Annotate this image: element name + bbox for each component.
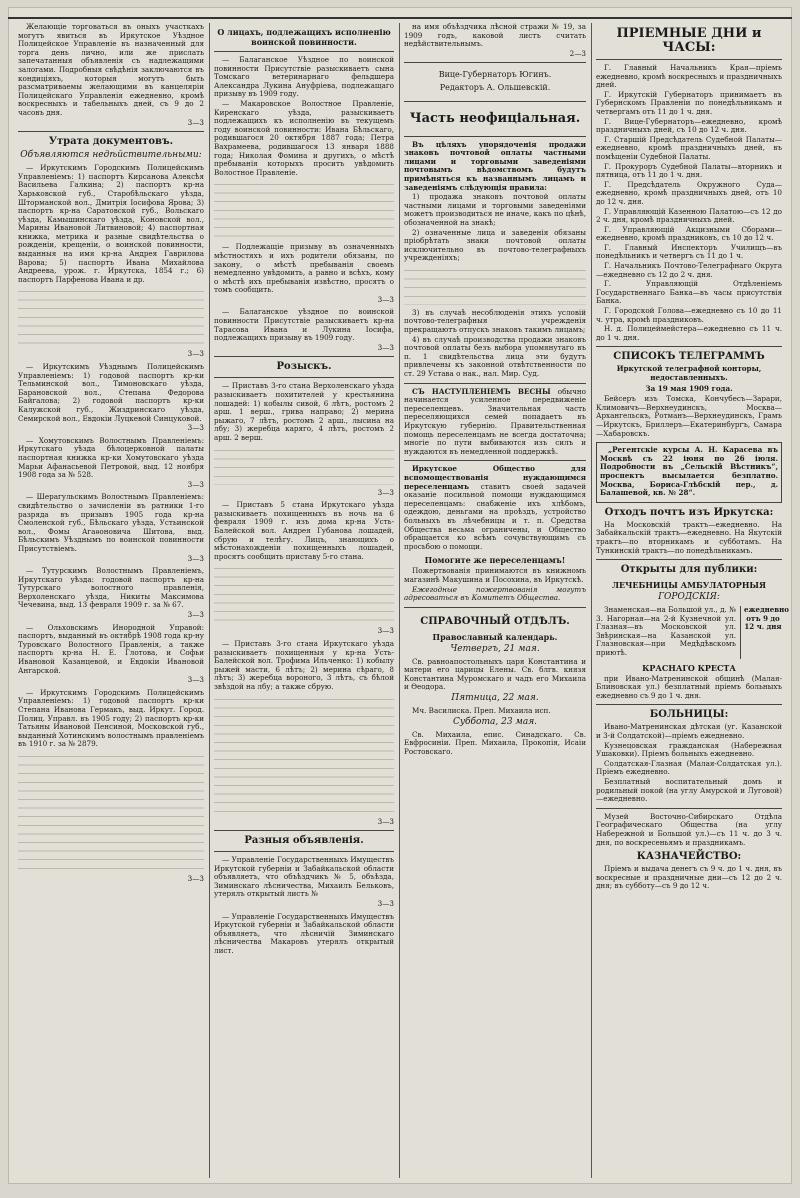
- hospital-entry: Безплатный воспитательный домъ и родильный покой (на углу Амурской и Луговой)—ежедневно.: [596, 777, 782, 804]
- hospital-entry: Солдатская-Глазная (Малая-Солдатская ул.). Пріемъ ежедневно.: [596, 758, 782, 777]
- lost-item: — Ольховскимъ Инородной Управой: паспортъ, выданный въ октябрѣ 1908 года кр-ну Туровскаго Волостного Правленія, а также паспортъ кр-на Н. Е. Глотова, и Софьи Ивановой Казанцевой, и Евдокіи Ивановой Ангарской.: [18, 622, 204, 675]
- notice-mark: 3—3: [377, 899, 394, 909]
- reception-entry: Н. д. Полицеймейстера—ежедневно съ 11 ч. до 1 ч. дня.: [596, 324, 782, 342]
- column-separator: [209, 23, 210, 1178]
- section-heading-telegrams: СПИСОКЪ ТЕЛЕГРАММЪ: [613, 351, 765, 363]
- announcement: — Управленіе Государственныхъ Имуществъ Иркутской губерніи и Забайкальской области объявляетъ, что лѣсничій Зиминскаго лѣсничества Макаровъ утерялъ открытый лист.: [214, 911, 394, 956]
- courses-ad: [596, 442, 782, 503]
- search-notice: — Приставъ 3-го стана Иркутскаго уѣзда разыскиваетъ похищенныя у кр-на Усть-Балейской вол. Трофима Ильченко: 1) кобылу рыжей масти, 6 лѣтъ; 2) мерина сѣраго, 8 лѣтъ; 3) жеребца вороного, 3 лѣтъ, съ бѣлой звѣздой на лбу; а также сбрую.: [214, 638, 394, 691]
- divider: [214, 377, 394, 378]
- telegrams-date: За 19 мая 1909 года.: [645, 383, 733, 393]
- divider: [18, 131, 204, 132]
- lost-item: — Хомутовскимъ Волостнымъ Правленіемъ: Иркутскаго уѣзда бѣлоцерковной палаты паспортная книжка кр-ки Хомутовскаго уѣзда Марьи Афанасьевой Петровой, выд. 12 ноября 1908 года за № 528.: [18, 435, 204, 480]
- calendar-entry: Мч. Василиска. Преп. Михаила исп.: [412, 706, 551, 716]
- spring-heading: СЪ НАСТУПЛЕНІЕМЪ ВЕСНЫ: [412, 386, 551, 396]
- divider: [596, 808, 782, 809]
- notice-mark: 3—3: [377, 487, 394, 497]
- column-1: [18, 23, 204, 1178]
- stamp-rule: 1) продажа знаковъ почтовой оплаты частными лицами и торговыми заведеніями можетъ производиться не иначе, какъ по цѣнѣ, обозначенной на знакѣ;: [404, 192, 586, 227]
- divider: [596, 59, 782, 60]
- help-heading: Помогите же переселенцамъ!: [424, 555, 566, 566]
- red-cross-text: при Ивано-Матренинской общинѣ (Малая-Блиновская ул.) безплатный пріемъ больныхъ ежедневно съ 9 до 1 ч. дня.: [596, 673, 782, 700]
- notice-mark: 3—3: [187, 610, 204, 620]
- clinics-block: [596, 605, 789, 659]
- clinics-heading: ЛЕЧЕБНИЦЫ АМБУЛАТОРНЫЯ: [611, 580, 767, 591]
- auction-notice: Желающіе торговаться въ оныхъ участкахъ могутъ явиться въ Иркутское Уѣздное Полицейское Управленіе въ назначенный для торга день лично, или же прислать запечатанныя объявленія съ надлежащими залогами. Подробныя свѣдѣнія заключаются въ кондиціяхъ, которыя могутъ быть разсматриваемы желающими въ канцеляріи Полицейскаго Управленія ежедневно, кромѣ воскресныхъ и табельныхъ дней, съ 9 до 2 часовъ дня.: [18, 22, 204, 117]
- reception-entry: Г. Предсѣдатель Окружного Суда—ежедневно, кромѣ праздничныхъ дней, отъ 10 до 12 ч. дня.: [596, 179, 782, 206]
- clinics-list: Знаменская—на Большой ул., д. № 3. Нагорная—на 2-й Кузнечной ул. Глазная—въ Московской ул. Звѣринская—на Казанской ул. Глазновская—при Медѣдѣвскомъ приютѣ.: [596, 605, 736, 658]
- telegrams-subtitle: Иркутской телеграфной конторы, недоставленныхъ.: [616, 364, 762, 382]
- section-heading-reference: СПРАВОЧНЫЙ ОТДѢЛЪ.: [420, 615, 570, 627]
- divider: [404, 460, 586, 461]
- society-heading: Иркутское Общество для вспомоществованія нуждающимся переселенцамъ: [404, 464, 586, 491]
- divider: [596, 559, 782, 560]
- column-separator: [399, 23, 400, 1178]
- reception-entry: Г. Главный Начальникъ Края—пріемъ ежедневно, кромѣ воскресныхъ и праздничныхъ дней.: [596, 63, 782, 90]
- notice-mark: 3—3: [187, 479, 204, 489]
- calendar-day: Суббота, 23 мая.: [452, 716, 538, 727]
- telegrams-list: Бейсеръ изъ Томска, Кончубесъ—Зарари, Климовичъ—Верхнеудинскъ, Москва—Архангельскъ, Ротманъ—Верхнеудинскъ, Грамъ—Иркутскъ, Бриллеръ—Екатеринбургъ, Самара—Хабаровскъ.: [596, 394, 782, 438]
- column-4: [596, 23, 789, 1178]
- notice-mark: 3—3: [187, 117, 204, 127]
- stamp-sale-rules-title: Въ цѣляхъ упорядоченія продажи знаковъ почтовой оплаты частными лицами и торговыми заведеніями почтовымъ вѣдомствомъ будутъ примѣняться къ названнымъ лицамъ и заведеніямъ слѣдующія правила:: [404, 139, 586, 192]
- notice-mark: 3—3: [187, 873, 204, 883]
- column-3: [404, 23, 586, 1178]
- search-notice: — Приставъ 5 стана Иркутскаго уѣзда разыскиваетъ похищенныхъ въ ночь на 6 февраля 1909 г. изъ дома кр-на Усть-Балейской вол. Андрея Губанова лошадей, сбрую и телѣгу. Лицъ, знающихъ о мѣстонахожденіи похищенныхъ лошадей, просятъ сообщить приставу 5-го стана.: [214, 500, 394, 561]
- society-text: ставитъ своей задачей оказаніе посильной помощи нуждающимся переселенцамъ: снабженіе ихъ хлѣбомъ, одеждою, деньгами на проѣздъ, устройство больныхъ въ лѣчебницы и т. п. Средства Общества весьма ограничены, и Общество обращается ко всѣмъ сочувствующимъ съ просьбою о помощи.: [404, 481, 586, 551]
- clinic-hours: ежедневно отъ 9 до 12 ч. дня: [740, 606, 782, 659]
- military-notice: — Макаровское Волостное Правленіе, Киренскаго уѣзда, разыскиваетъ подлежащихъ къ исполненію въ текущемъ году воинской повинности: Ивана Бѣльскаго, родившагося 20 октября 1887 года; Петра Вахрамеева, родившагося 13 января 1888 года; Николая Фомина и другихъ, о мѣстѣ пребыванія которыхъ проситъ увѣдомить Волостное Правленіе.: [214, 98, 394, 177]
- stamp-rule: 3) въ случаѣ несоблюденія этихъ условій почтово-телеграфныя учрежденія прекращаютъ отпускъ знаковъ такимъ лицамъ;: [404, 307, 586, 335]
- red-cross-heading: КРАСНАГО КРЕСТА: [642, 662, 736, 673]
- reception-entry: Г. Старшій Предсѣдатель Судебной Палаты—ежедневно, кромѣ праздничныхъ дней, въ помѣщеніи Судебной Палаты.: [596, 134, 782, 161]
- divider: [596, 346, 782, 347]
- divider: [214, 851, 394, 852]
- notice-mark: 3—3: [377, 342, 394, 352]
- calendar-entry: Св. Михаила, епис. Синадскаго. Св. Евфросиніи. Преп. Михаила, Прокопія, Исаіи Ростовскаго.: [404, 729, 586, 756]
- military-notice: — Балаганское уѣздное по воинской повинности Присутствіе разыскиваетъ кр-на Тарасова Ивана и Лукина Іосифа, подлежащихъ призыву въ 1909 году.: [214, 307, 394, 343]
- text-block: [214, 179, 394, 239]
- divider: [214, 356, 394, 357]
- city-clinics-label: ГОРОДСКІЯ:: [658, 592, 720, 603]
- hospitals-heading: БОЛЬНИЦЫ:: [649, 709, 729, 721]
- section-heading-search: Розыскъ.: [276, 361, 332, 373]
- notice-mark: 3—3: [187, 675, 204, 685]
- museum-entry: Музей Восточно-Сибирскаго Отдѣла Географическаго Общества (на углу Набережной и Большой ул.)—съ 11 ч. до 3 ч. дня, по воскресеньямъ и праздникамъ.: [596, 811, 782, 847]
- stamp-rule: 4) въ случаѣ производства продажи знаковъ почтовой оплаты безъ выбора упомянутаго въ п. 1 свидѣтельства лица эти будутъ привлечены къ законной отвѣтственности по ст. 29 Устава о нак., нал. Мир. Суд.: [404, 334, 586, 379]
- notice-mark: 3—3: [377, 816, 394, 826]
- section-heading-mail: Отходъ почтъ изъ Иркутска:: [604, 506, 774, 518]
- text-block: [214, 445, 394, 485]
- lost-item: — Шерагульскимъ Волостнымъ Правленіемъ: свидѣтельство о зачисленіи въ ратники 1-го разряда въ призывъ 1905 года кр-на Смоленской губ., Бѣльскаго уѣзда, Устьинской вол., Фомы Агаѳоновича Шитова, выд. Бѣльскимъ Уѣзднымъ по воинской повинности Присутствіемъ.: [18, 492, 204, 553]
- reception-entry: Г. Вице-Губернаторъ—ежедневно, кромѣ праздничныхъ дней, съ 10 до 12 ч. дня.: [596, 116, 782, 135]
- lost-item: — Иркутскимъ Уѣзднымъ Полицейскимъ Управленіемъ: 1) годовой паспортъ кр-ки Тельминской вол., Тимоновскаго уѣзда, Барановской вол., Степана Федорова Байгалова; 2) годовой паспортъ кр-ки Калужской губ., Жиздринскаго уѣзда, Семирской вол., Евдокіи Луцкевой Синцуковой.: [18, 362, 204, 423]
- column-2: [214, 23, 394, 1178]
- treasury-text: Пріемъ и выдача денегъ съ 9 ч. до 1 ч. дня, въ воскресные и праздничные дни—съ 12 до 2 ч. дня; въ субботу—съ 9 до 12 ч.: [596, 864, 782, 891]
- treasury-heading: КАЗНАЧЕЙСТВО:: [636, 851, 742, 863]
- help-text: Пожертвованія принимаются въ книжномъ магазинѣ Макушина и Посохина, въ Иркутскѣ.: [404, 566, 586, 584]
- hospital-entry: Кузнецовская гражданская (Набережная Ушаковки). Пріемъ больныхъ ежедневно.: [596, 740, 782, 759]
- section-heading-reception: ПРІЕМНЫЕ ДНИ и ЧАСЫ:: [616, 26, 762, 55]
- editor-signature: Редакторъ А. Ольшевскій.: [439, 82, 551, 92]
- announcement: — Управленіе Государственныхъ Имуществъ Иркутской губерніи и Забайкальской области объявляетъ, что объѣздчикъ № 5, объѣзда, Зиминскаго лѣсничества, Михаилъ Бельковъ, утерялъ открытый листъ №: [214, 855, 394, 899]
- military-notice: — Подлежащіе призыву въ означенныхъ мѣстностяхъ и ихъ родители обязаны, по закону, о мѣстѣ пребыванія своемъ немедленно увѣдомить, а равно и всѣхъ, кому о мѣстѣ ихъ пребыванія извѣстно, просятъ о томъ сообщить.: [214, 242, 394, 295]
- reception-entry: Г. Главный Инспекторъ Училищъ—въ понедѣльникъ и четвергъ съ 11 до 1 ч.: [596, 242, 782, 261]
- military-notice: — Балаганское Уѣздное по воинской повинности Присутствіе разыскиваетъ сына Томскаго ветеринарнаго фельдшера Александра Лукина Ануфріева, подлежащаго призыву въ 1909 году.: [214, 55, 394, 99]
- notice-mark: 3—3: [187, 553, 204, 563]
- top-rule: [8, 17, 792, 19]
- reception-entry: Г. Прокуроръ Судебной Палаты—вторникъ и пятница, отъ 11 до 1 ч. дня.: [596, 161, 782, 180]
- notice-mark: 3—3: [377, 294, 394, 304]
- reception-entry: Г. Иркутскій Губернаторъ принимаетъ въ Губернскомъ Правленіи по понедѣльникамъ и четвергамъ отъ 11 до 1 ч. дня.: [596, 89, 782, 116]
- divider: [404, 62, 586, 63]
- text-block: [214, 563, 394, 623]
- text-block: [18, 286, 204, 346]
- lost-item: — Иркутскимъ Городскимъ Полицейскимъ Управленіемъ: 1) годовой паспортъ кр-ки Степана Иванова Гермакъ, выд. Иркут. Город. Полиц. Управл. въ 1905 году; 2) паспортъ кр-ки Татьяны Ивановой Пенсиной, Московской губ., выданный Хотинскимъ волостнымъ правленіемъ въ 1910 г. за № 2879.: [18, 687, 204, 749]
- divider: [214, 830, 394, 831]
- divider: [404, 383, 586, 384]
- calendar-entry: Св. равноапостольныхъ царя Константина и матери его царицы Елены. Св. блгв. князя Константина Муромскаго и чадъ его Михаила и Ѳеодора.: [404, 656, 586, 692]
- section-heading-open: Открыты для публики:: [620, 564, 758, 576]
- lost-item: — Тутурскимъ Волостнымъ Правленіемъ, Иркутскаго уѣзда: годовой паспортъ кр-на Тутурскаго волостного правленія, Верхоленскаго уѣзда, Никиты Максимова Чечевина, выд. 13 февраля 1909 г. за № 67.: [18, 566, 204, 610]
- continued-notice: на имя объѣздчика лѣсной стражи № 19, за 1909 годъ, каковой листъ считать недѣйствительнымъ.: [404, 22, 586, 49]
- stamp-rule: 2) означенные лица и заведенія обязаны пріобрѣтать знаки почтовой оплаты исключительно въ почтово-телеграфныхъ учрежденіяхъ;: [404, 227, 586, 263]
- reception-entry: Г. Начальникъ Почтово-Телеграфнаго Округа—ежедневно съ 12 до 2 ч. дня.: [596, 261, 782, 279]
- divider: [214, 51, 394, 52]
- divider: [404, 101, 586, 102]
- divider: [404, 607, 586, 608]
- notice-mark: 3—3: [187, 349, 204, 359]
- text-block: [18, 751, 204, 871]
- notice-mark: 2—3: [569, 48, 586, 58]
- section-heading-lost-documents: Утрата документовъ.: [48, 136, 174, 148]
- section-heading-announcements: Разныя объявленія.: [244, 835, 364, 847]
- subheading-invalid: Объявляются недѣйствительными:: [20, 150, 202, 161]
- newspaper-page: [8, 7, 792, 1184]
- reception-entry: Г. Городской Голова—ежедневно съ 10 до 11 ч. утра, кромѣ праздниковъ.: [596, 306, 782, 324]
- spring-text: обычно начинается усиленное передвиженіе переселенцевъ. Значительная часть переселяющихся семей попадаетъ въ Иркутскую губернію. Правительственная помощь переселенцамъ не всегда достаточна; многіе по пути выбиваются изъ силъ и нуждаются въ немедленной поддержкѣ.: [404, 386, 586, 456]
- vice-governor-signature: Вице-Губернаторъ Югинъ.: [438, 70, 552, 80]
- text-block: [214, 694, 394, 814]
- reception-entry: Г. Управляющій Акцизными Сборами—ежедневно, кромѣ праздниковъ, съ 10 до 12 ч.: [596, 224, 782, 243]
- notice-mark: 3—3: [187, 423, 204, 433]
- text-block: [404, 265, 586, 305]
- courses-text: „Регентскіе курсы А. Н. Карасева въ Москвѣ съ 22 іюня по 26 іюля. Подробности въ „Сельскій Вѣстникъ“, проспектъ высылается безплатно. Москва, Бориса-Глѣбскій пер., д. Балашевой, кв. № 28“.: [600, 445, 778, 498]
- search-notice: — Приставъ 3-го стана Верхоленскаго уѣзда разыскиваетъ похитителей у крестьянина лошадей: 1) кобылы сивой, 6 лѣтъ, ростомъ 2 арш. 1 верш., грива направо; 2) мерина рыжаго, 7 лѣтъ, ростомъ 2 арш., лысина на лбу; 3) жеребца каряго, 4 лѣтъ, ростомъ 2 арш. 2 верш.: [214, 381, 394, 442]
- help-note: Ежегодные пожертвованія могутъ адресоваться въ Комитетъ Общества.: [404, 584, 586, 603]
- divider: [596, 704, 782, 705]
- mail-schedule: На Московскій трактъ—ежедневно. На Забайкальскій трактъ—ежедневно. На Якутскій трактъ—по вторникамъ и субботамъ. На Тункинскій трактъ—по понедѣльникамъ.: [596, 519, 782, 555]
- reception-entry: Г. Управляющій Отдѣленіемъ Государственнаго Банка—въ часы присутствія Банка.: [596, 279, 782, 306]
- calendar-day: Четвергъ, 21 мая.: [450, 643, 540, 654]
- divider: [404, 136, 586, 137]
- column-separator: [591, 23, 592, 1178]
- lost-item: — Иркутскимъ Городскимъ Полицейскимъ Управленіемъ: 1) паспортъ Кирсанова Алексѣя Васильева Галкина; 2) паспортъ кр-на Харьковской губ., Старобѣльскаго уѣзда, Шторманской вол., Дмитрія Іосифова Ярова; 3) паспортъ кр-на Саратовской губ., Вольскаго уѣзда, Камышинскаго уѣзда, Коновской вол., Марины Ивановой Литвиновой; 4) паспортная книжка, метрика и разные свидѣтельства о рожденіи, крещеніи, о воинской повинности, выданныя на имя кр-на Андрея Гаврилова Варова; 5) паспортъ Ивана Михайлова Андреева, урож. г. Иркутска, 1854 г.; 6) паспортъ Парфенова Ивана и др.: [18, 163, 204, 284]
- reception-entry: Г. Управляющій Казенною Палатою—съ 12 до 2 ч. дня, кромѣ праздничныхъ дней.: [596, 206, 782, 225]
- hospital-entry: Ивано-Матренинская дѣтская (уг. Казанской и 3-й Солдатской)—пріемъ ежедневно.: [596, 722, 782, 741]
- section-heading-military: О лицахъ, подлежащихъ исполненію воинской повинности.: [217, 27, 391, 47]
- calendar-day: Пятница, 22 мая.: [451, 693, 539, 704]
- section-heading-unofficial: Часть неофиціальная.: [409, 110, 581, 126]
- calendar-heading: Православный календарь.: [432, 631, 558, 642]
- notice-mark: 3—3: [377, 626, 394, 636]
